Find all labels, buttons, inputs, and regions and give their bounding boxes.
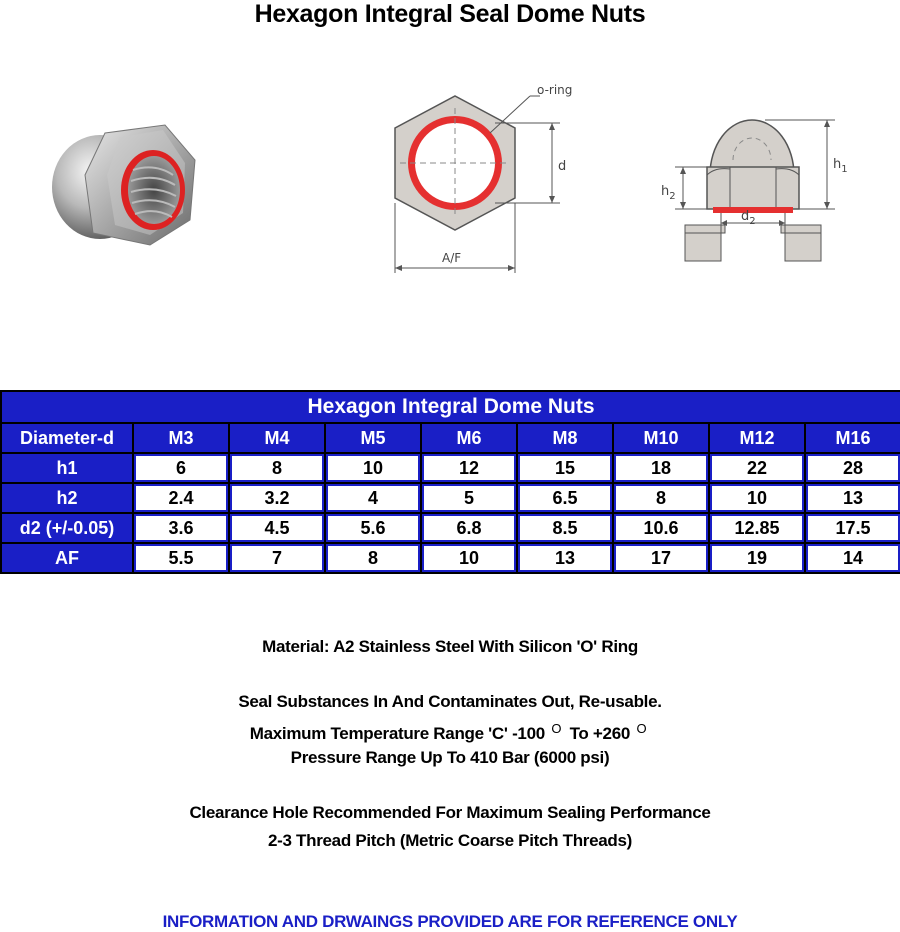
size-header: M3 — [133, 423, 229, 453]
table-cell: 17 — [613, 543, 709, 573]
clearance-note: Clearance Hole Recommended For Maximum Sealing Performance — [189, 803, 711, 822]
size-header: M4 — [229, 423, 325, 453]
table-cell: 28 — [805, 453, 900, 483]
table-cell: 5 — [421, 483, 517, 513]
table-row-af — [1, 543, 900, 573]
thread-note: 2-3 Thread Pitch (Metric Coarse Pitch Threads) — [267, 831, 633, 850]
row-label: h2 — [1, 483, 133, 513]
size-header: M16 — [805, 423, 900, 453]
table-cell: 3.6 — [133, 513, 229, 543]
table-cell: 22 — [709, 453, 805, 483]
material-note: Material: A2 Stainless Steel With Silicon 'O' Ring — [262, 637, 638, 656]
table-cell: 4 — [325, 483, 421, 513]
oring-label: o-ring — [537, 83, 573, 97]
table-cell: 10 — [709, 483, 805, 513]
af-label: A/F — [442, 251, 462, 265]
dome-side-view-drawing — [655, 105, 855, 275]
temperature-note — [0, 716, 900, 747]
size-header: M5 — [325, 423, 421, 453]
d2-label: $d_2$ — [741, 209, 756, 227]
table-cell: 5.6 — [325, 513, 421, 543]
table-cell: 14 — [805, 543, 900, 573]
table-cell: 6 — [133, 453, 229, 483]
header-row — [1, 423, 900, 453]
table-cell: 2.4 — [133, 483, 229, 513]
table-cell: 8 — [613, 483, 709, 513]
table-caption: Hexagon Integral Dome Nuts — [1, 391, 900, 423]
table-row-h2 — [1, 483, 900, 513]
table-cell: 6.8 — [421, 513, 517, 543]
dome-nut-photo — [45, 115, 205, 255]
table-cell: 12 — [421, 453, 517, 483]
hex-top-view-drawing — [380, 78, 590, 278]
table-cell: 13 — [517, 543, 613, 573]
table-cell: 5.5 — [133, 543, 229, 573]
dimensions-table — [0, 390, 900, 574]
h2-label: $h_2$ — [661, 184, 676, 202]
size-header: M6 — [421, 423, 517, 453]
table-cell: 10.6 — [613, 513, 709, 543]
table-cell: 7 — [229, 543, 325, 573]
seal-note: Seal Substances In And Contaminates Out, Re-usable. — [238, 692, 662, 711]
table-cell: 10 — [325, 453, 421, 483]
row-label: h1 — [1, 453, 133, 483]
table-cell: 8.5 — [517, 513, 613, 543]
table-cell: 10 — [421, 543, 517, 573]
table-cell: 12.85 — [709, 513, 805, 543]
temperature-prefix: Maximum Temperature Range 'C' -100 — [249, 724, 545, 743]
table-cell: 6.5 — [517, 483, 613, 513]
table-cell: 18 — [613, 453, 709, 483]
table-row-h1 — [1, 453, 900, 483]
table-cell: 4.5 — [229, 513, 325, 543]
figures — [0, 60, 900, 290]
size-header: M10 — [613, 423, 709, 453]
row-label: AF — [1, 543, 133, 573]
h1-label: $h_1$ — [833, 157, 848, 175]
page-title: Hexagon Integral Seal Dome Nuts — [254, 0, 646, 28]
table-cell: 19 — [709, 543, 805, 573]
degree-symbol: O — [636, 721, 647, 736]
d-label: d — [558, 159, 567, 174]
pressure-note: Pressure Range Up To 410 Bar (6000 psi) — [290, 748, 610, 767]
size-header: M8 — [517, 423, 613, 453]
table-row-d2 — [1, 513, 900, 543]
size-header: M12 — [709, 423, 805, 453]
table-cell: 8 — [229, 453, 325, 483]
degree-symbol: O — [551, 721, 562, 736]
temperature-max: To +260 — [569, 724, 631, 743]
table-cell: 3.2 — [229, 483, 325, 513]
header-label: Diameter-d — [1, 423, 133, 453]
row-label: d2 (+/-0.05) — [1, 513, 133, 543]
table-cell: 15 — [517, 453, 613, 483]
table-cell: 13 — [805, 483, 900, 513]
table-cell: 17.5 — [805, 513, 900, 543]
table-cell: 8 — [325, 543, 421, 573]
reference-disclaimer: INFORMATION AND DRWAINGS PROVIDED ARE FOR REFERENCE ONLY — [162, 912, 738, 931]
